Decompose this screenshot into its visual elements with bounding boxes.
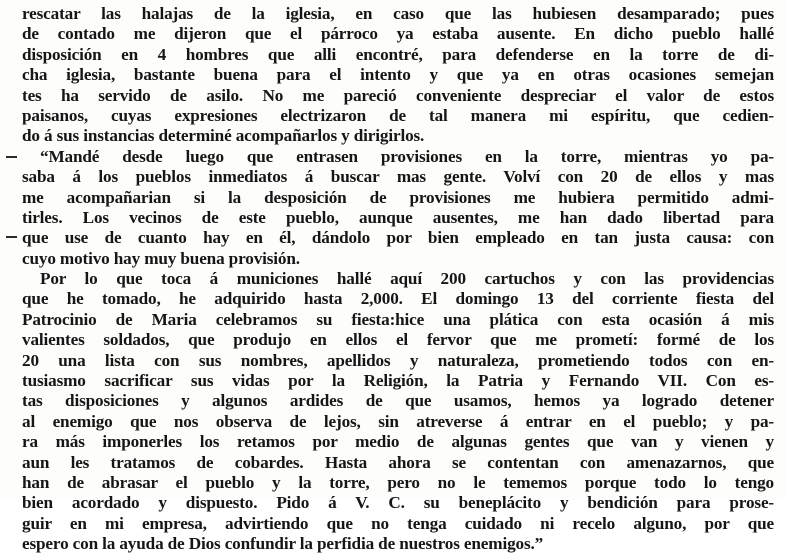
text-line: guir en mi empresa, advirtiendo que no tenga cuidado ni recelo alguno, por que xyxy=(22,513,774,533)
text-line: de contado me dijeron que el párroco ya estaba ausente. En dicho pueblo hallé xyxy=(22,24,774,44)
text-line: han de abrasar el pueblo y la torre, pero no le tememos porque todo lo tengo xyxy=(22,472,774,492)
text-line: aun les tratamos de cobardes. Hasta ahora se contentan con amenazarnos, que xyxy=(22,452,774,472)
text-line: tusiasmo sacrificar sus vidas por la Religión, la Patria y Fernando VII. Con es- xyxy=(22,371,774,391)
text-line: me acompañarian si la desposición de provisiones me hubiera permitido admi- xyxy=(22,187,774,207)
text-line: Patrocinio de Maria celebramos su fiesta:hice una plática con esta ocasión á mis xyxy=(22,309,774,329)
text-line: bien acordado y dispuesto. Pido á V. C. su beneplácito y bendición para prose- xyxy=(22,493,774,513)
text-line: tes ha servido de asilo. No me pareció conveniente despreciar el valor de estos xyxy=(22,85,774,105)
text-line: al enemigo que nos observa de lejos, sin atreverse á entrar en el pueblo; y pa- xyxy=(22,411,774,431)
text-line: tirles. Los vecinos de este pueblo, aunque ausentes, me han dado libertad para xyxy=(22,207,774,227)
text-line: saba á los pueblos inmediatos á buscar mas gente. Volví con 20 de ellos y mas xyxy=(22,167,774,187)
body-text xyxy=(22,4,774,555)
text-line: paisanos, cuyas expresiones electrizaron de tal manera mi espíritu, que cedien- xyxy=(22,105,774,125)
margin-dash-mark xyxy=(6,236,17,238)
text-line: valientes soldados, que produjo en ellos el fervor que me prometí: formé de los xyxy=(22,330,774,350)
text-line: rescatar las halajas de la iglesia, en caso que las hubiesen desamparado; pues xyxy=(22,4,774,23)
text-line: “Mandé desde luego que entrasen provisiones en la torre, mientras yo pa- xyxy=(40,146,774,166)
text-line: Por lo que toca á municiones hallé aquí 200 cartuchos y con las providencias xyxy=(40,269,774,289)
text-line: disposición en 4 hombres que alli encontré, para defenderse en la torre de di- xyxy=(22,44,774,64)
text-line: 20 una lista con sus nombres, apellidos y naturaleza, prometiendo todos con en- xyxy=(22,350,774,370)
text-line: espero con la ayuda de Dios confundir la perfidia de nuestros enemigos.” xyxy=(22,534,544,554)
text-line: cuyo motivo hay muy buena provisión. xyxy=(22,248,300,268)
margin-dash-mark xyxy=(6,156,17,158)
text-line: que he tomado, he adquirido hasta 2,000. El domingo 13 del corriente fiesta del xyxy=(22,289,774,309)
text-line: ra más imponerles los retamos por medio de algunas gentes que van y vienen y xyxy=(22,432,774,452)
text-line: do á sus instancias determiné acompañarlos y dirigirlos. xyxy=(22,126,425,146)
text-line: tas disposiciones y algunos ardides de que usamos, hemos ya logrado detener xyxy=(22,391,774,411)
text-line: que use de cuanto hay en él, dándolo por bien empleado en tan justa causa: con xyxy=(22,228,774,248)
text-line: cha iglesia, bastante buena para el intento y que ya en otras ocasiones semejan xyxy=(22,65,774,85)
